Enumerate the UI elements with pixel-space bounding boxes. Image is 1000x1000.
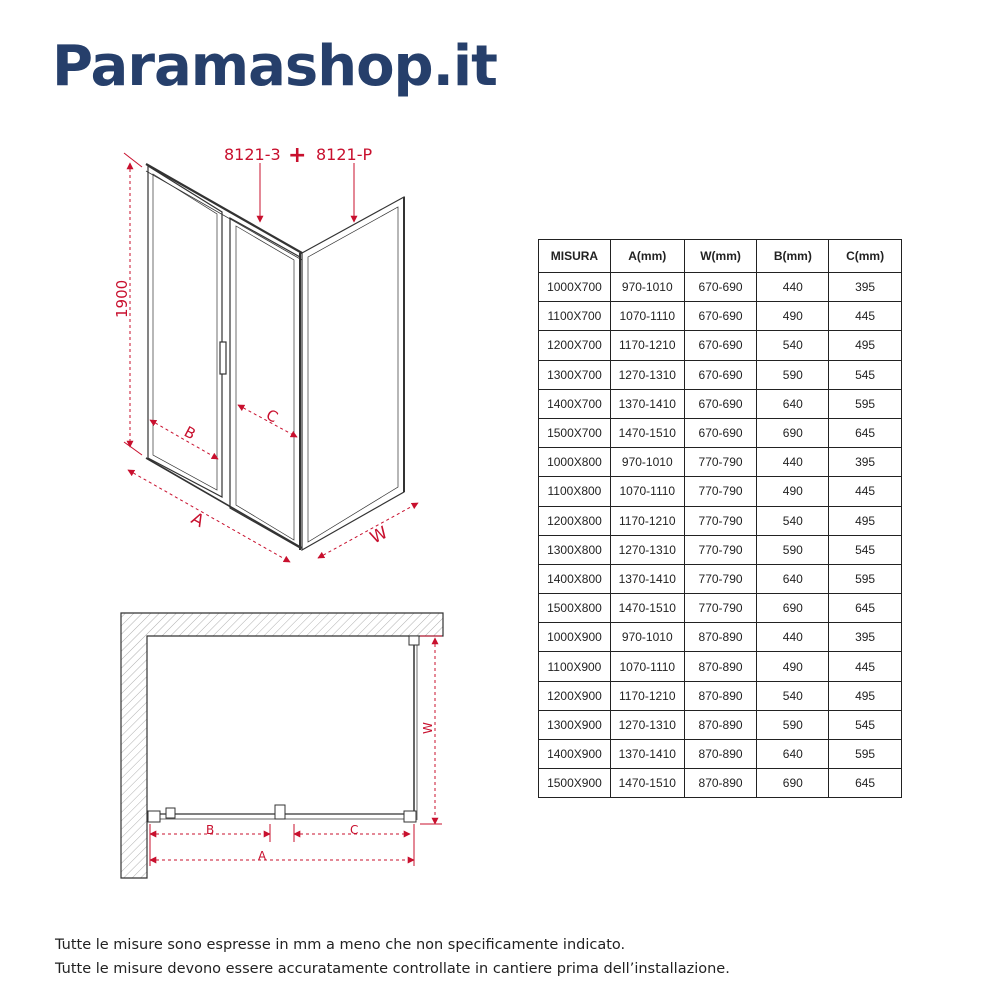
table-cell: 440 bbox=[757, 273, 829, 302]
table-cell: 970-1010 bbox=[610, 273, 684, 302]
table-cell: 1470-1510 bbox=[610, 769, 684, 798]
table-cell: 395 bbox=[829, 448, 902, 477]
table-cell: 1100X900 bbox=[539, 652, 611, 681]
table-cell: 645 bbox=[829, 769, 902, 798]
table-cell: 540 bbox=[757, 506, 829, 535]
table-cell: 770-790 bbox=[684, 594, 757, 623]
table-cell: 870-890 bbox=[684, 710, 757, 739]
fixed-panel bbox=[148, 166, 222, 497]
plan-label-a: A bbox=[258, 849, 267, 863]
table-row bbox=[539, 681, 902, 710]
iso-label-c: C bbox=[263, 405, 281, 427]
table-cell: 670-690 bbox=[684, 418, 757, 447]
table-body bbox=[539, 273, 902, 798]
table-cell: 870-890 bbox=[684, 740, 757, 769]
table-row bbox=[539, 360, 902, 389]
table-cell: 1370-1410 bbox=[610, 564, 684, 593]
fixed-panel-inner bbox=[153, 174, 217, 490]
table-cell: 690 bbox=[757, 418, 829, 447]
table-cell: 670-690 bbox=[684, 389, 757, 418]
table-cell: 770-790 bbox=[684, 448, 757, 477]
table-cell: 440 bbox=[757, 448, 829, 477]
column-header: A(mm) bbox=[610, 240, 684, 273]
table-cell: 770-790 bbox=[684, 506, 757, 535]
table-cell: 645 bbox=[829, 594, 902, 623]
table-cell: 1300X700 bbox=[539, 360, 611, 389]
table-cell: 595 bbox=[829, 740, 902, 769]
table-cell: 490 bbox=[757, 652, 829, 681]
table-cell: 670-690 bbox=[684, 360, 757, 389]
door-handle bbox=[220, 342, 226, 374]
side-panel-inner bbox=[308, 207, 398, 542]
table-cell: 1100X800 bbox=[539, 477, 611, 506]
table-cell: 1470-1510 bbox=[610, 594, 684, 623]
table-cell: 595 bbox=[829, 389, 902, 418]
height-label: 1900 bbox=[113, 279, 131, 318]
table-row bbox=[539, 331, 902, 360]
table-cell: 590 bbox=[757, 710, 829, 739]
table-row bbox=[539, 594, 902, 623]
table-cell: 1200X900 bbox=[539, 681, 611, 710]
table-cell: 690 bbox=[757, 769, 829, 798]
table-cell: 640 bbox=[757, 389, 829, 418]
table-cell: 690 bbox=[757, 594, 829, 623]
table-row bbox=[539, 740, 902, 769]
plan-dimensions bbox=[150, 636, 442, 866]
table-cell: 395 bbox=[829, 273, 902, 302]
table-cell: 1500X700 bbox=[539, 418, 611, 447]
plus-sign: + bbox=[288, 143, 307, 168]
plan-label-w: W bbox=[421, 722, 435, 734]
plan-label-c: C bbox=[350, 823, 359, 837]
table-cell: 1000X900 bbox=[539, 623, 611, 652]
table-cell: 645 bbox=[829, 418, 902, 447]
table-row bbox=[539, 477, 902, 506]
table-cell: 1400X700 bbox=[539, 389, 611, 418]
table-cell: 1370-1410 bbox=[610, 740, 684, 769]
table-cell: 1070-1110 bbox=[610, 477, 684, 506]
side-panel bbox=[302, 197, 404, 550]
table-cell: 670-690 bbox=[684, 273, 757, 302]
table-cell: 1170-1210 bbox=[610, 506, 684, 535]
table-cell: 1470-1510 bbox=[610, 418, 684, 447]
column-header: W(mm) bbox=[684, 240, 757, 273]
iso-label-a: A bbox=[187, 508, 208, 532]
table-cell: 445 bbox=[829, 652, 902, 681]
part-label-8121-p: 8121-P bbox=[316, 145, 373, 164]
table-cell: 590 bbox=[757, 360, 829, 389]
table-cell: 1370-1410 bbox=[610, 389, 684, 418]
table-cell: 395 bbox=[829, 623, 902, 652]
plan-label-b: B bbox=[206, 823, 215, 837]
column-header: C(mm) bbox=[829, 240, 902, 273]
table-cell: 540 bbox=[757, 681, 829, 710]
table-cell: 445 bbox=[829, 477, 902, 506]
table-cell: 540 bbox=[757, 331, 829, 360]
table-cell: 595 bbox=[829, 564, 902, 593]
table-cell: 1170-1210 bbox=[610, 681, 684, 710]
table-cell: 495 bbox=[829, 681, 902, 710]
table-cell: 545 bbox=[829, 360, 902, 389]
table-cell: 1070-1110 bbox=[610, 652, 684, 681]
iso-label-b: B bbox=[181, 422, 199, 444]
table-cell: 870-890 bbox=[684, 623, 757, 652]
table-cell: 1100X700 bbox=[539, 302, 611, 331]
table-row bbox=[539, 273, 902, 302]
table-cell: 670-690 bbox=[684, 331, 757, 360]
table-row bbox=[539, 564, 902, 593]
table-row bbox=[539, 623, 902, 652]
table-cell: 490 bbox=[757, 302, 829, 331]
table-cell: 545 bbox=[829, 710, 902, 739]
table-cell: 495 bbox=[829, 331, 902, 360]
table-cell: 770-790 bbox=[684, 535, 757, 564]
table-cell: 1400X800 bbox=[539, 564, 611, 593]
table-row bbox=[539, 448, 902, 477]
table-cell: 640 bbox=[757, 564, 829, 593]
table-cell: 670-690 bbox=[684, 302, 757, 331]
table-cell: 545 bbox=[829, 535, 902, 564]
bottom-rail bbox=[146, 458, 302, 548]
dimension-table bbox=[538, 239, 902, 798]
brand-logo: Paramashop.it bbox=[52, 34, 497, 99]
column-header: MISURA bbox=[539, 240, 611, 273]
table-cell: 440 bbox=[757, 623, 829, 652]
table-cell: 1400X900 bbox=[539, 740, 611, 769]
table-cell: 445 bbox=[829, 302, 902, 331]
table-cell: 1200X700 bbox=[539, 331, 611, 360]
table-cell: 1270-1310 bbox=[610, 710, 684, 739]
table-row bbox=[539, 535, 902, 564]
table-cell: 870-890 bbox=[684, 652, 757, 681]
table-cell: 590 bbox=[757, 535, 829, 564]
table-cell: 1000X800 bbox=[539, 448, 611, 477]
sliding-door-inner bbox=[236, 226, 294, 540]
wall-hatch bbox=[121, 613, 443, 878]
isometric-dimensions bbox=[124, 153, 418, 562]
footnote: Tutte le misure sono espresse in mm a meno che non specificamente indicato. bbox=[55, 937, 626, 953]
table-cell: 495 bbox=[829, 506, 902, 535]
table-cell: 1200X800 bbox=[539, 506, 611, 535]
sliding-door bbox=[230, 218, 300, 548]
table-row bbox=[539, 389, 902, 418]
isometric-view bbox=[146, 164, 404, 550]
table-cell: 770-790 bbox=[684, 564, 757, 593]
table-cell: 870-890 bbox=[684, 769, 757, 798]
table-cell: 970-1010 bbox=[610, 448, 684, 477]
footnote: Tutte le misure devono essere accuratamente controllate in cantiere prima dell’installazione. bbox=[55, 961, 730, 977]
table-cell: 970-1010 bbox=[610, 623, 684, 652]
table-cell: 1300X900 bbox=[539, 710, 611, 739]
table-cell: 1000X700 bbox=[539, 273, 611, 302]
table-row bbox=[539, 302, 902, 331]
table-row bbox=[539, 506, 902, 535]
part-label-8121-3: 8121-3 bbox=[224, 145, 281, 164]
table-header-row bbox=[539, 240, 902, 273]
table-cell: 770-790 bbox=[684, 477, 757, 506]
table-cell: 1500X800 bbox=[539, 594, 611, 623]
table-cell: 640 bbox=[757, 740, 829, 769]
table-cell: 870-890 bbox=[684, 681, 757, 710]
table-row bbox=[539, 710, 902, 739]
table-cell: 1300X800 bbox=[539, 535, 611, 564]
footnotes bbox=[55, 933, 730, 981]
iso-label-w: W bbox=[366, 522, 392, 549]
table-cell: 1270-1310 bbox=[610, 535, 684, 564]
table-row bbox=[539, 769, 902, 798]
table-cell: 1070-1110 bbox=[610, 302, 684, 331]
column-header: B(mm) bbox=[757, 240, 829, 273]
table-row bbox=[539, 418, 902, 447]
table-cell: 1170-1210 bbox=[610, 331, 684, 360]
table-cell: 490 bbox=[757, 477, 829, 506]
table-cell: 1270-1310 bbox=[610, 360, 684, 389]
table-cell: 1500X900 bbox=[539, 769, 611, 798]
table-row bbox=[539, 652, 902, 681]
top-rail bbox=[146, 164, 302, 253]
plan-view bbox=[121, 613, 443, 878]
